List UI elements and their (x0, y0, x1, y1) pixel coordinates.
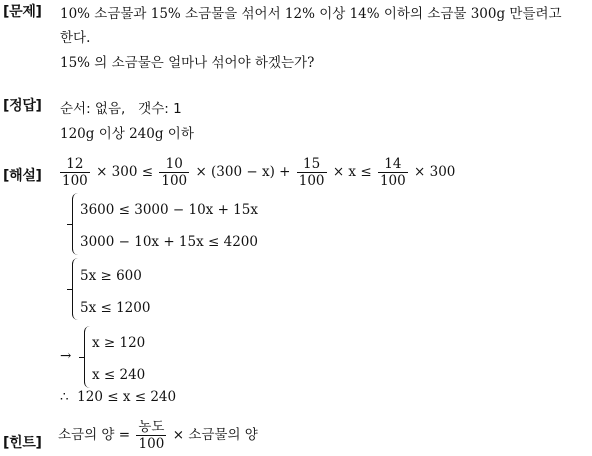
answer-label: [정답] (3, 98, 42, 114)
fraction: $\frac{10}{100}$ (161, 156, 188, 189)
solution-label: [해설] (3, 168, 42, 184)
equation-part: × 300 ≤ (96, 164, 154, 180)
left-brace (84, 326, 91, 388)
hint-right: × 소금물의 양 (172, 427, 258, 443)
hint-left: 소금의 양 = (58, 427, 131, 443)
problem-text-line2: 한다. (60, 30, 91, 46)
system1-line2: 3000 − 10x + 15x ≤ 4200 (80, 234, 258, 250)
problem-label: [문제] (3, 4, 42, 20)
hint-formula (58, 419, 258, 452)
system3-line2: x ≤ 240 (92, 367, 146, 383)
fraction: $\frac{14}{100}$ (379, 156, 406, 189)
answer-meta: 순서: 없음, 갯수: 1 (60, 101, 182, 117)
implies-arrow: → (60, 348, 72, 364)
fraction: $\frac{12}{100}$ (62, 156, 88, 189)
solution-equation (58, 156, 455, 189)
conclusion: ∴ 120 ≤ x ≤ 240 (60, 389, 177, 405)
problem-text-line1: 10% 소금물과 15% 소금물을 섞어서 12% 이상 14% 이하의 소금물 300g 만들려고 (60, 6, 562, 22)
system3-line1: x ≥ 120 (92, 335, 146, 351)
system1-line1: 3600 ≤ 3000 − 10x + 15x (80, 202, 258, 218)
equation-part: × (300 − x) + (195, 164, 291, 180)
system2-line1: 5x ≥ 600 (80, 268, 142, 284)
equation-part: × x ≤ (332, 164, 372, 180)
left-brace (72, 258, 79, 320)
equation-part: × 300 (414, 164, 456, 180)
answer-value: 120g 이상 240g 이하 (60, 126, 194, 142)
hint-label: [힌트] (3, 435, 42, 451)
fraction: $\frac{15}{100}$ (298, 156, 325, 189)
left-brace (72, 193, 79, 255)
system2-line2: 5x ≤ 1200 (80, 300, 151, 316)
fraction: $\frac{\text{농도}}{100}$ (138, 419, 165, 452)
problem-text-line3: 15% 의 소금물은 얼마나 섞어야 하겠는가? (60, 55, 315, 71)
